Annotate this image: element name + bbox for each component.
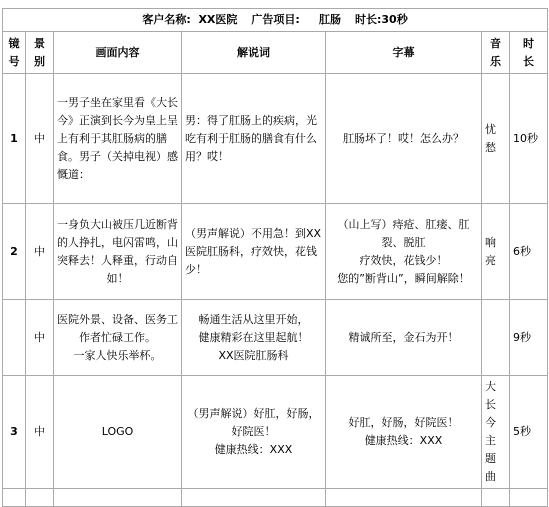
meta-line — [6, 11, 544, 29]
ad-script-table — [2, 8, 548, 507]
caption: 肛肠坏了！哎！怎么办？ — [326, 74, 482, 204]
empty-cell — [26, 489, 54, 507]
header-narration: 解说词 — [182, 32, 326, 74]
meta-row — [3, 9, 548, 32]
client-value: XX医院 — [198, 13, 238, 26]
music: 响亮 — [482, 204, 510, 300]
duration-value: 30秒 — [381, 13, 408, 26]
music: 忧愁 — [482, 74, 510, 204]
header-music: 音 乐 — [482, 32, 510, 74]
meta-cell — [3, 9, 548, 32]
table-row — [3, 204, 548, 300]
ad-value: 肛肠 — [318, 13, 341, 26]
empty-row — [3, 489, 548, 507]
shot-scale: 中 — [26, 376, 54, 489]
empty-cell — [3, 489, 26, 507]
header-length: 时 长 — [510, 32, 548, 74]
header-scale: 景别 — [26, 32, 54, 74]
narration: 畅通生活从这里开始， 健康精彩在这里起航！ XX医院肛肠科 — [182, 300, 326, 376]
shot-number: 3 — [3, 376, 26, 489]
header-visual: 画面内容 — [54, 32, 182, 74]
length: 9秒 — [510, 300, 548, 376]
narration: 男：得了肛肠上的疾病，光吃有利于肛肠的膳食有什么用？哎！ — [182, 74, 326, 204]
shot-number — [3, 300, 26, 376]
narration: （男声解说）好肛，好肠，好院医！ 健康热线：XXX — [182, 376, 326, 489]
music: 大长今主题曲 — [482, 376, 510, 489]
visual-content: 医院外景、设备、医务工作者忙碌工作。 一家人快乐举杯。 — [54, 300, 182, 376]
empty-cell — [54, 489, 182, 507]
empty-cell — [182, 489, 326, 507]
caption: 好肛，好肠，好院医！ 健康热线：XXX — [326, 376, 482, 489]
ad-label: 广告项目: — [251, 13, 300, 26]
shot-scale: 中 — [26, 300, 54, 376]
shot-number: 1 — [3, 74, 26, 204]
table-row — [3, 300, 548, 376]
header-row — [3, 32, 548, 74]
duration-label: 时长: — [354, 13, 382, 26]
length: 6秒 — [510, 204, 548, 300]
shot-scale: 中 — [26, 204, 54, 300]
table-row — [3, 376, 548, 489]
caption: 精诚所至，金石为开！ — [326, 300, 482, 376]
visual-content: LOGO — [54, 376, 182, 489]
length: 5秒 — [510, 376, 548, 489]
header-caption: 字幕 — [326, 32, 482, 74]
client-label: 客户名称: — [142, 13, 191, 26]
header-shot: 镜 号 — [3, 32, 26, 74]
empty-cell — [482, 489, 510, 507]
empty-cell — [510, 489, 548, 507]
caption: （山上写）痔疮、肛瘘、肛裂、脱肛 疗效快，花钱少！ 您的”断背山”，瞬间解除！ — [326, 204, 482, 300]
narration: （男声解说）不用急！到XX医院肛肠科，疗效快，花钱少！ — [182, 204, 326, 300]
visual-content: 一男子坐在家里看《大长今》正演到长今为皇上呈上有利于其肛肠病的膳食。男子（关掉电视）感慨道： — [54, 74, 182, 204]
visual-content: 一身负大山被压几近断背的人挣扎，电闪雷鸣，山突释去！人释重，行动自如！ — [54, 204, 182, 300]
empty-cell — [326, 489, 482, 507]
music — [482, 300, 510, 376]
table-row — [3, 74, 548, 204]
length: 10秒 — [510, 74, 548, 204]
shot-number: 2 — [3, 204, 26, 300]
shot-scale: 中 — [26, 74, 54, 204]
